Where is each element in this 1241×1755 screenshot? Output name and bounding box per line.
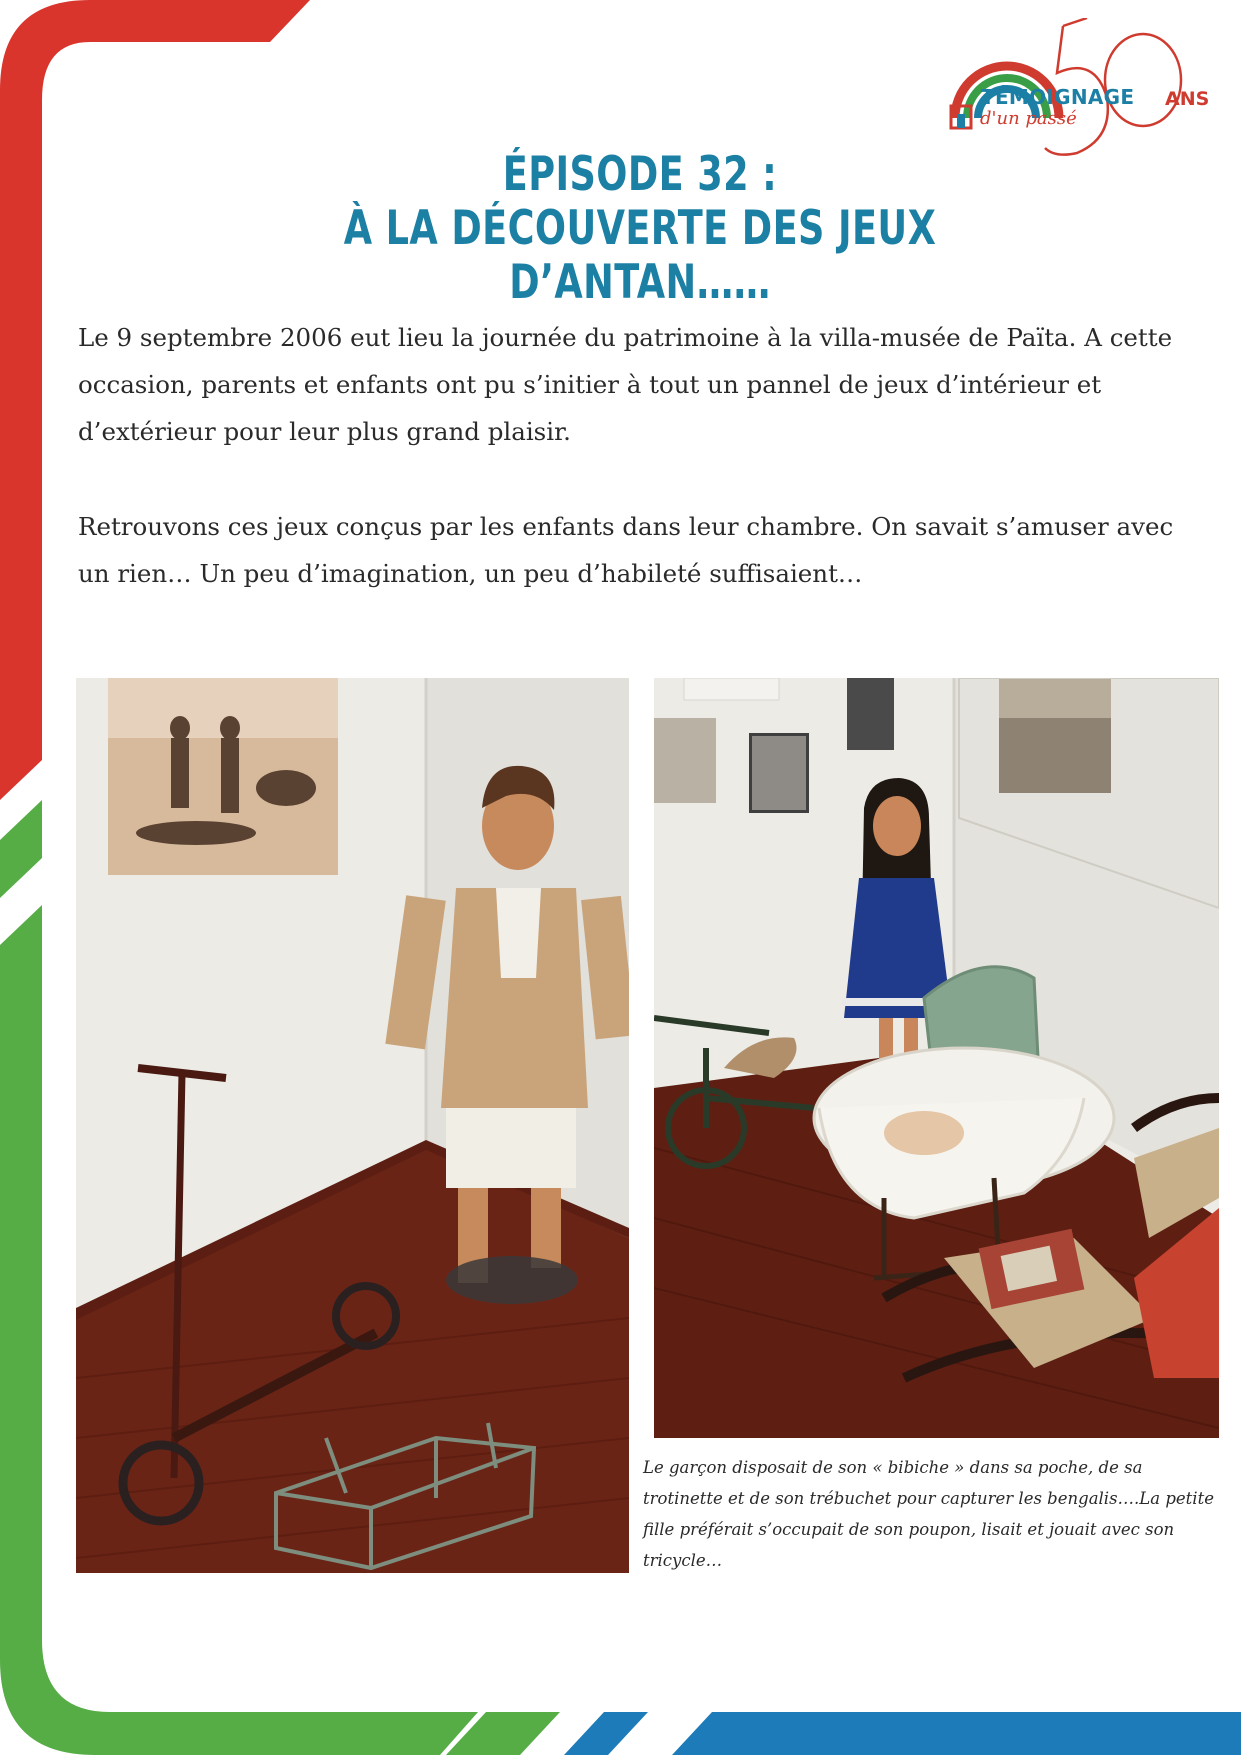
body-paragraph-2: Retrouvons ces jeux conçus par les enfants dans leur chambre. On savait s’amuser avec un rien… Un peu d’imagination, un peu d’habileté suffisaient… (78, 512, 1174, 588)
page-title-line1: ÉPISODE 32 : (502, 147, 778, 202)
photo-boy-mannequin (76, 678, 629, 1573)
body-paragraph-1: Le 9 septembre 2006 eut lieu la journée du patrimoine à la villa-musée de Païta. A cette occasion, parents et enfants ont pu s’initier à tout un pannel de jeux d’intérieur et d’extérieur pour leur plus grand plaisir. (78, 323, 1173, 446)
logo-subtitle: d'un passé (980, 108, 1077, 129)
photo-girl-mannequin (654, 678, 1219, 1438)
logo-ans: ANS (1165, 88, 1210, 110)
logo-word: TÉMOIGNAGE (981, 85, 1135, 109)
photo-caption: Le garçon disposait de son « bibiche » dans sa poche, de sa trotinette et de son trébuchet pour capturer les bengalis….La petite fille préférait s’occupait de son poupon, lisait et jouait avec son tricycle… (643, 1458, 1214, 1570)
page-title-line2: À LA DÉCOUVERTE DES JEUX D’ANTAN…… (343, 201, 937, 310)
